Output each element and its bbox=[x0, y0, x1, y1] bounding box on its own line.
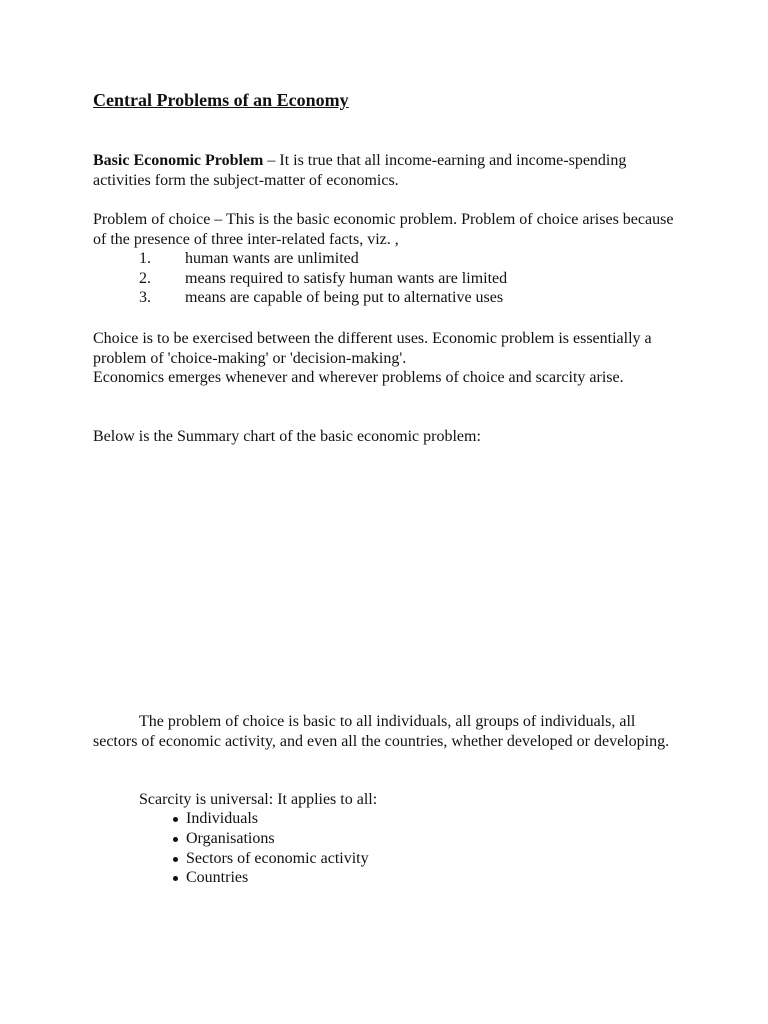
list-item-number: 1. bbox=[139, 250, 151, 267]
list-item-text: Countries bbox=[186, 869, 249, 887]
list-item-number: 2. bbox=[139, 269, 151, 287]
list-item-text: Individuals bbox=[186, 810, 258, 827]
basic-economic-problem-text: – It is true that all income-earning and income-spending activities form the subject-matter of economics. bbox=[93, 152, 627, 189]
list-item bbox=[139, 849, 369, 869]
list-item-text: human wants are unlimited bbox=[185, 250, 359, 267]
list-item bbox=[139, 809, 369, 829]
basic-economic-problem-label: Basic Economic Problem bbox=[93, 152, 264, 169]
basic-economic-problem-paragraph bbox=[93, 151, 678, 190]
bullet-icon bbox=[173, 876, 178, 881]
choice-paragraph-line-2: Economics emerges whenever and wherever problems of choice and scarcity arise. bbox=[93, 369, 624, 386]
choice-paragraph-line-1: Choice is to be exercised between the different uses. Economic problem is essentially a problem of 'choice-making' or 'decision-making'. bbox=[93, 330, 652, 367]
bullet-icon bbox=[173, 817, 178, 822]
summary-chart-placeholder bbox=[93, 455, 678, 705]
page-title: Central Problems of an Economy bbox=[93, 90, 349, 110]
list-item bbox=[139, 829, 369, 849]
summary-chart-intro: Below is the Summary chart of the basic economic problem: bbox=[93, 428, 481, 445]
list-item-text: means required to satisfy human wants are limited bbox=[185, 269, 508, 287]
bullet-icon bbox=[173, 837, 178, 842]
scarcity-intro: Scarcity is universal: It applies to all: bbox=[139, 791, 378, 808]
list-item-text: Sectors of economic activity bbox=[186, 849, 369, 867]
list-item-number: 3. bbox=[139, 289, 151, 306]
list-item-text: means are capable of being put to alternative uses bbox=[185, 289, 504, 306]
basic-to-all-paragraph: The problem of choice is basic to all individuals, all groups of individuals, all sectors of economic activity, and even all the countries, whether developed or developing. bbox=[93, 713, 670, 750]
scarcity-list bbox=[139, 809, 369, 888]
list-item bbox=[139, 868, 369, 888]
list-item-text: Organisations bbox=[186, 829, 275, 847]
choice-paragraph bbox=[93, 329, 678, 388]
problem-of-choice-paragraph: Problem of choice – This is the basic economic problem. Problem of choice arises because of the presence of three inter-related facts, viz. , bbox=[93, 211, 674, 248]
bullet-icon bbox=[173, 857, 178, 862]
